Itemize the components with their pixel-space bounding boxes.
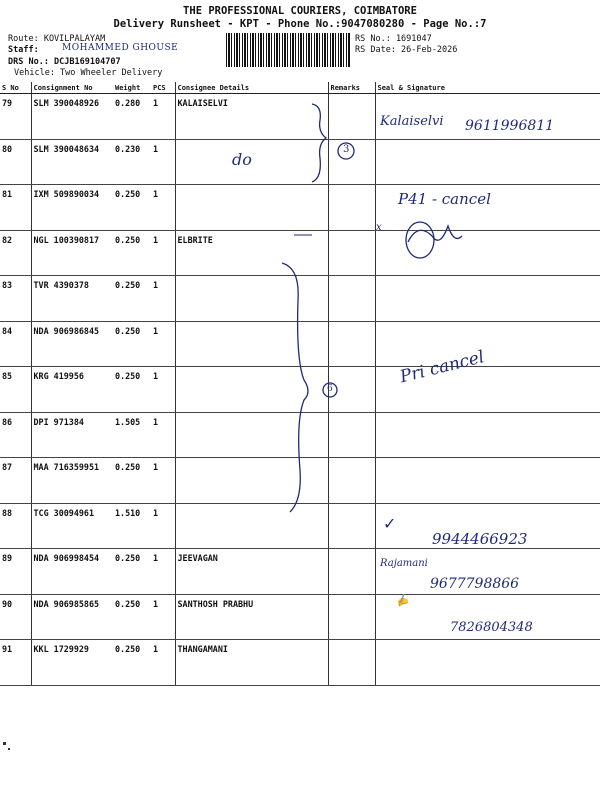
cell-sno: 86 <box>0 412 31 458</box>
col-consignee: Consignee Details <box>175 82 328 94</box>
cell-pcs: 1 <box>151 230 175 276</box>
cell-consignment: NDA 906998454 <box>31 549 113 595</box>
bracket-79-80 <box>312 104 326 182</box>
cell-weight: 0.250 <box>113 321 151 367</box>
cell-weight: 0.250 <box>113 458 151 504</box>
cell-consignment: DPI 971384 <box>31 412 113 458</box>
cell-consignment: KKL 1729929 <box>31 640 113 686</box>
cell-weight: 0.250 <box>113 230 151 276</box>
cell-weight: 0.250 <box>113 594 151 640</box>
cell-weight: 0.230 <box>113 139 151 185</box>
cell-consignment: NDA 906986845 <box>31 321 113 367</box>
cell-pcs: 1 <box>151 321 175 367</box>
phone-90: 9677798866 <box>430 576 520 592</box>
x-mark: x <box>376 222 382 233</box>
cell-weight: 0.250 <box>113 367 151 413</box>
cell-consignment: TCG 30094961 <box>31 503 113 549</box>
col-consignment: Consignment No <box>31 82 113 94</box>
cell-pcs: 1 <box>151 594 175 640</box>
cell-sno: 84 <box>0 321 31 367</box>
route-label: Route: KOVILPALAYAM <box>8 34 106 44</box>
cell-pcs: 1 <box>151 640 175 686</box>
cell-sno: 79 <box>0 94 31 140</box>
cell-sno: 82 <box>0 230 31 276</box>
cell-sno: 85 <box>0 367 31 413</box>
cell-sno: 87 <box>0 458 31 504</box>
signature-91-mark: ✍ <box>394 593 411 610</box>
col-weight: Weight <box>113 82 151 94</box>
cell-consignment: KRG 419956 <box>31 367 113 413</box>
col-pcs: PCS <box>151 82 175 94</box>
ditto-80: do <box>232 150 252 169</box>
signature-89-mark: ✓ <box>383 514 397 533</box>
cell-consignment: NGL 100390817 <box>31 230 113 276</box>
rs-number: RS No.: 1691047 <box>355 34 432 44</box>
runsheet-subtitle: Delivery Runsheet - KPT - Phone No.:9047080280 - Page No.:7 <box>113 18 487 30</box>
cell-pcs: 1 <box>151 185 175 231</box>
cancel-scribble <box>408 226 462 242</box>
cell-consignment: SLM 390048926 <box>31 94 113 140</box>
cell-weight: 0.280 <box>113 94 151 140</box>
signature-79: Kalaiselvi <box>380 114 444 129</box>
pri-cancel-note: Pri cancel <box>398 347 487 388</box>
col-signature: Seal & Signature <box>375 82 600 94</box>
cell-consignment: TVR 4390378 <box>31 276 113 322</box>
cell-consignment: MAA 716359951 <box>31 458 113 504</box>
cell-sno: 90 <box>0 594 31 640</box>
cell-pcs: 1 <box>151 94 175 140</box>
col-sno: S No <box>0 82 31 94</box>
scan-speck <box>8 748 10 750</box>
col-remarks: Remarks <box>328 82 375 94</box>
cell-consignee: THANGAMANI <box>175 640 328 686</box>
cell-consignment: NDA 906985865 <box>31 594 113 640</box>
bracket-83-88 <box>282 263 308 512</box>
remark-3-text: 3 <box>343 144 350 155</box>
vehicle-label: Vehicle: Two Wheeler Delivery <box>14 68 163 78</box>
phone-79: 9611996811 <box>465 118 555 134</box>
cell-pcs: 1 <box>151 503 175 549</box>
staff-label: Staff: <box>8 45 39 55</box>
staff-handwritten: MOHAMMED GHOUSE <box>62 43 179 53</box>
cell-sno: 88 <box>0 503 31 549</box>
cell-pcs: 1 <box>151 367 175 413</box>
scan-speck <box>3 742 6 745</box>
cell-sno: 91 <box>0 640 31 686</box>
cell-pcs: 1 <box>151 458 175 504</box>
phone-89: 9944466923 <box>432 530 528 548</box>
cell-weight: 1.505 <box>113 412 151 458</box>
cell-consignment: IXM 509890034 <box>31 185 113 231</box>
cell-consignee: JEEVAGAN <box>175 549 328 595</box>
rs-date: RS Date: 26-Feb-2026 <box>355 45 458 55</box>
cell-weight: 1.510 <box>113 503 151 549</box>
cell-sno: 83 <box>0 276 31 322</box>
cell-consignee: SANTHOSH PRABHU <box>175 594 328 640</box>
cell-sno: 89 <box>0 549 31 595</box>
cell-consignee: KALAISELVI <box>175 94 328 140</box>
remark-6-text: 6 <box>327 384 333 394</box>
cell-pcs: 1 <box>151 139 175 185</box>
cell-pcs: 1 <box>151 549 175 595</box>
cell-consignment: SLM 390048634 <box>31 139 113 185</box>
cell-weight: 0.250 <box>113 549 151 595</box>
cell-weight: 0.250 <box>113 640 151 686</box>
cell-consignee: ELBRITE <box>175 230 328 276</box>
company-title: THE PROFESSIONAL COURIERS, COIMBATORE <box>183 5 417 17</box>
signature-90: Rajamani <box>380 558 428 569</box>
cancel-loop <box>406 222 434 258</box>
cell-weight: 0.250 <box>113 185 151 231</box>
drs-number: DRS No.: DCJB169104707 <box>8 57 121 67</box>
cell-sno: 81 <box>0 185 31 231</box>
phone-91: 7826804348 <box>450 620 533 635</box>
cell-sno: 80 <box>0 139 31 185</box>
cell-pcs: 1 <box>151 276 175 322</box>
cell-pcs: 1 <box>151 412 175 458</box>
cell-weight: 0.250 <box>113 276 151 322</box>
p41-cancel-note: P41 - cancel <box>398 190 491 208</box>
